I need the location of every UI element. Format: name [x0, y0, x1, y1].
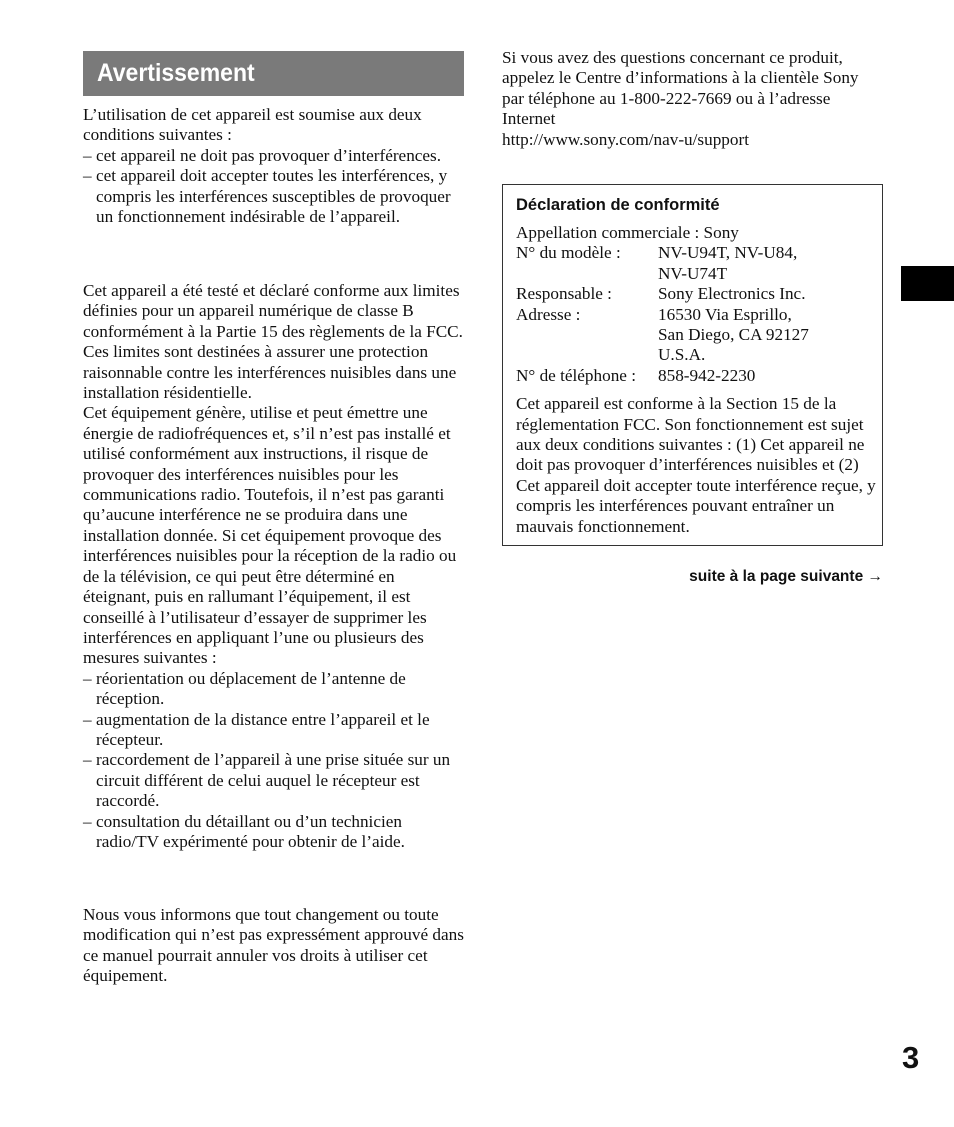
condition-item: – cet appareil doit accepter toutes les interférences, y compris les interférences susceptibles de provoquer un fonctionnement indésirable de l’appareil.: [83, 166, 464, 227]
address-label: Adresse :: [516, 304, 581, 324]
changes-paragraph: Nous vous informons que tout changement ou toute modification qui n’est pas expressément approuvé dans ce manuel pourrait annuler vos droits à utiliser cet équipement.: [83, 905, 464, 986]
model-value-line: NV-U74T: [658, 263, 728, 283]
changes-block: [83, 905, 464, 987]
section-title: Avertissement: [97, 59, 255, 87]
address-value: [658, 305, 882, 366]
responsible-row: [516, 284, 882, 304]
model-row: [516, 243, 882, 284]
continued-label: suite à la page suivante: [689, 568, 864, 585]
contact-block: [502, 48, 883, 150]
conditions-list: [83, 146, 464, 228]
address-row: [516, 305, 882, 366]
page-number: 3: [902, 1040, 920, 1075]
model-label: N° du modèle :: [516, 243, 621, 263]
model-value: [658, 243, 882, 284]
measures-list: [83, 669, 464, 853]
address-line: San Diego, CA 92127: [658, 325, 809, 345]
phone-row: [516, 366, 882, 386]
measure-item: – consultation du détaillant ou d’un technicien radio/TV expérimenté pour obtenir de l’aide.: [83, 812, 464, 853]
address-line: 16530 Via Esprillo,: [658, 304, 792, 324]
measure-item: – réorientation ou déplacement de l’antenne de réception.: [83, 669, 464, 710]
section-tab-marker: [901, 266, 954, 301]
phone-value: 858-942-2230: [658, 365, 756, 385]
contact-paragraph: Si vous avez des questions concernant ce produit, appelez le Centre d’informations à la clientèle Sony par téléphone au 1-800-222-7669 ou à l’adresse Internet: [502, 48, 859, 129]
model-value-line: NV-U94T, NV-U84,: [658, 243, 798, 263]
trade-name-line: Appellation commerciale : Sony: [516, 223, 739, 242]
declaration-heading: Déclaration de conformité: [516, 196, 720, 214]
address-line: U.S.A.: [658, 345, 706, 365]
declaration-box: [502, 184, 883, 546]
arrow-right-icon: →: [867, 568, 883, 585]
compliance-paragraph: Cet appareil est conforme à la Section 15 de la réglementation FCC. Son fonctionnement est sujet aux deux conditions suivantes : (1) Cet appareil ne doit pas provoquer d’interférences nuisibles et (2) Cet appareil doit accepter toute interférence reçue, y compris les interférences pouvant entraîner un mauvais fonctionnement.: [516, 394, 876, 536]
responsible-label: Responsable :: [516, 284, 612, 304]
intro-block: [83, 105, 464, 227]
condition-item: – cet appareil ne doit pas provoquer d’interférences.: [83, 146, 464, 166]
measure-item: – raccordement de l’appareil à une prise située sur un circuit différent de celui auquel le récepteur est raccordé.: [83, 750, 464, 811]
section-header: [83, 51, 464, 96]
equipment-paragraph: Cet équipement génère, utilise et peut émettre une énergie de radiofréquences et, s’il n’est pas installé et utilisé conformément aux instructions, il risque de provoquer des interférences nuisibles pour les communications radio. Toutefois, il n’est pas garanti qu’aucune interférence ne se produira dans une installation donnée. Si cet équipement provoque des interférences nuisibles pour la réception de la radio ou de la télévision, ce qui peut être déterminé en éteignant, puis en rallumant l’équipement, il est conseillé à l’utilisateur d’essayer de supprimer les interférences en appliquant l’une ou plusieurs des mesures suivantes :: [83, 403, 457, 668]
intro-paragraph: L’utilisation de cet appareil est soumise aux deux conditions suivantes :: [83, 105, 422, 145]
support-url: http://www.sony.com/nav-u/support: [502, 129, 749, 149]
fcc-block: [83, 281, 464, 852]
measure-item: – augmentation de la distance entre l’appareil et le récepteur.: [83, 710, 464, 751]
phone-label: N° de téléphone :: [516, 365, 636, 385]
fcc-paragraph: Cet appareil a été testé et déclaré conforme aux limites définies pour un appareil numérique de classe B conformément à la Partie 15 des règlements de la FCC. Ces limites sont destinées à assurer une protection raisonnable contre les interférences nuisibles dans une installation résidentielle.: [83, 281, 463, 403]
responsible-value: Sony Electronics Inc.: [658, 284, 806, 304]
continued-note: [689, 566, 883, 588]
